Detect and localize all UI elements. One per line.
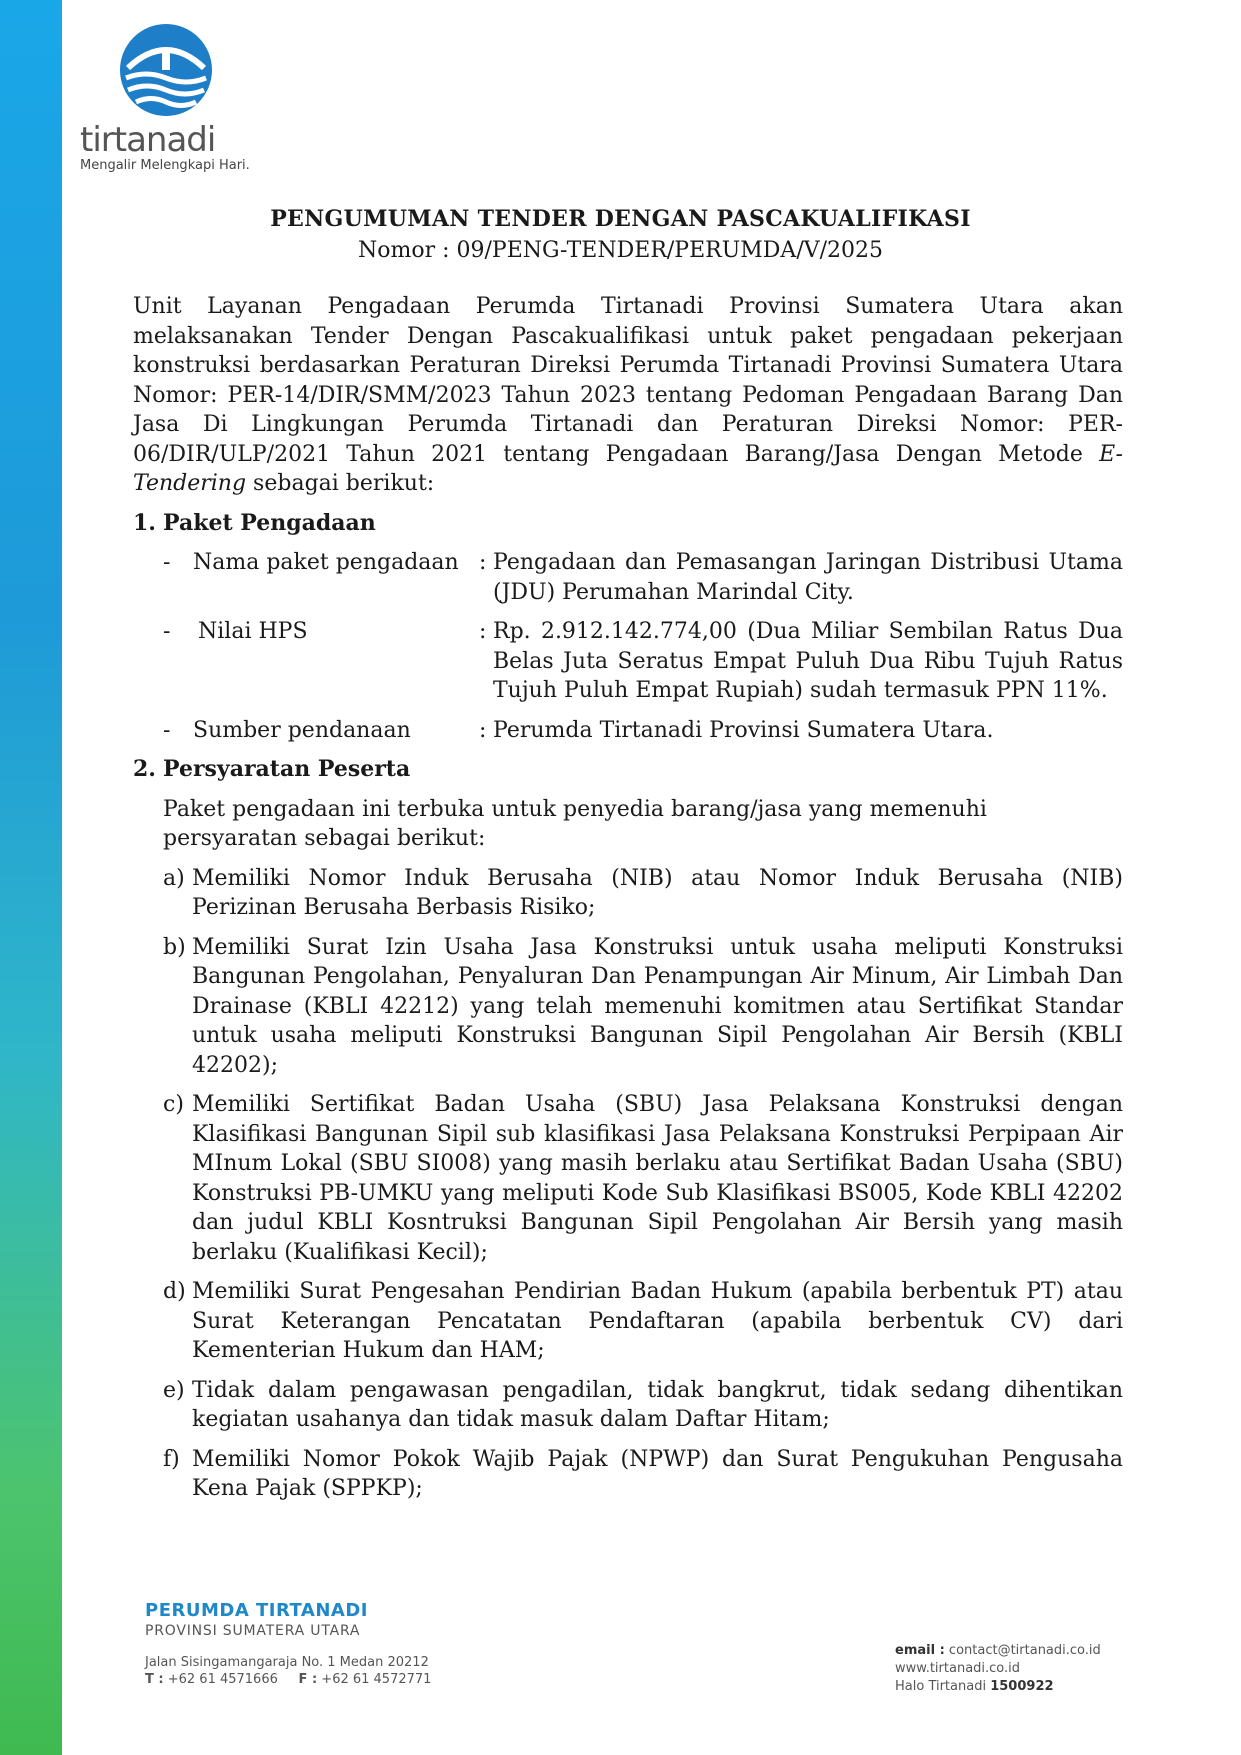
row-dash: -	[163, 550, 171, 575]
requirement-item	[163, 1277, 1123, 1366]
footer-contact	[895, 1642, 1101, 1696]
requirements-intro: Paket pengadaan ini terbuka untuk penyedia barang/jasa yang memenuhi persyaratan sebagai berikut:	[163, 796, 987, 851]
fax-label: F :	[298, 1672, 318, 1687]
item-text: Memiliki Nomor Induk Berusaha (NIB) atau Nomor Induk Berusaha (NIB) Perizinan Berusaha Berbasis Risiko;	[192, 865, 1123, 920]
item-marker: a)	[163, 865, 185, 891]
row-value: Pengadaan dan Pemasangan Jaringan Distribusi Utama (JDU) Perumahan Marindal City.	[493, 550, 1123, 605]
row-dash: -	[163, 717, 171, 743]
intro-paragraph	[133, 292, 1123, 499]
requirement-item	[163, 1376, 1123, 1435]
footer-org-name: PERUMDA TIRTANADI	[145, 1600, 368, 1621]
detail-row-hps	[163, 617, 1123, 706]
footer-address: Jalan Sisingamangaraja No. 1 Medan 20212	[145, 1655, 429, 1670]
letterhead-footer	[145, 1600, 1175, 1694]
detail-row-funding	[163, 716, 1123, 746]
section-title: Persyaratan Peserta	[163, 756, 411, 782]
hotline-number: 1500922	[990, 1679, 1054, 1694]
footer-province: PROVINSI SUMATERA UTARA	[145, 1623, 361, 1639]
item-marker: e)	[163, 1377, 185, 1403]
footer-website[interactable]: www.tirtanadi.co.id	[895, 1661, 1021, 1676]
section-number: 2.	[133, 756, 156, 782]
intro-text-end: sebagai berikut:	[246, 471, 435, 496]
tirtanadi-emblem-icon	[118, 22, 214, 118]
requirement-item	[163, 1090, 1123, 1267]
requirement-item	[163, 864, 1123, 923]
footer-email-line	[895, 1642, 1101, 1660]
item-marker: f)	[163, 1446, 180, 1472]
row-label: Sumber pendanaan	[193, 717, 411, 743]
document-body	[133, 292, 1123, 1514]
item-text: Memiliki Nomor Pokok Wajib Pajak (NPWP) dan Surat Pengukuhan Pengusaha Kena Pajak (SPPKP);	[192, 1446, 1123, 1501]
item-text: Memiliki Surat Pengesahan Pendirian Badan Hukum (apabila berbentuk PT) atau Surat Keterangan Pencatatan Pendaftaran (apabila berbentuk CV) dari Kementerian Hukum dan HAM;	[192, 1279, 1123, 1363]
item-text: Memiliki Sertifikat Badan Usaha (SBU) Jasa Pelaksana Konstruksi dengan Klasifikasi Bangunan Sipil sub klasifikasi Jasa Pelaksana Konstruksi Perpipaan Air MInum Lokal (SBU SI008) yang masih berlaku atau Sertifikat Badan Usaha (SBU) Konstruksi PB-UMKU yang meliputi Kode Sub Klasifikasi BS005, Kode KBLI 42202 dan judul KBLI Kosntruksi Bangunan Sipil Pengolahan Air Bersih yang masih berlaku (Kualifikasi Kecil);	[192, 1092, 1123, 1265]
email-address[interactable]: contact@tirtanadi.co.id	[948, 1643, 1101, 1658]
hotline-label: Halo Tirtanadi	[895, 1679, 987, 1694]
intro-emphasis: E-Tendering	[133, 441, 1123, 496]
row-label: Nama paket pengadaan	[193, 550, 459, 575]
row-dash: -	[163, 619, 171, 644]
phone-number: +62 61 4571666	[167, 1672, 278, 1687]
footer-hotline-line	[895, 1678, 1101, 1696]
logo-tagline: Mengalir Melengkapi Hari.	[80, 158, 250, 173]
detail-row-package-name	[163, 548, 1123, 607]
section-title: Paket Pengadaan	[163, 509, 376, 536]
side-color-stripe	[0, 0, 62, 1755]
row-colon: :	[479, 717, 487, 743]
email-label: email :	[895, 1643, 945, 1658]
requirement-item	[163, 1445, 1123, 1504]
row-value: Rp. 2.912.142.774,00 (Dua Miliar Sembilan Ratus Dua Belas Juta Seratus Empat Puluh Dua Ribu Tujuh Ratus Tujuh Puluh Empat Rupiah) sudah termasuk PPN 11%.	[493, 619, 1123, 703]
item-marker: b)	[163, 934, 186, 960]
section-heading-1	[133, 509, 1123, 539]
item-marker: c)	[163, 1092, 184, 1117]
row-colon: :	[479, 550, 487, 575]
item-text: Tidak dalam pengawasan pengadilan, tidak bangkrut, tidak sedang dihentikan kegiatan usahanya dan tidak masuk dalam Daftar Hitam;	[192, 1377, 1123, 1432]
announcement-number: Nomor : 09/PENG-TENDER/PERUMDA/V/2025	[357, 238, 884, 263]
item-text: Memiliki Surat Izin Usaha Jasa Konstruksi untuk usaha meliputi Konstruksi Bangunan Pengolahan, Penyaluran Dan Penampungan Air Minum, Air Limbah Dan Drainase (KBLI 42212) yang telah memenuhi komitmen atau Sertifikat Standar untuk usaha meliputi Konstruksi Bangunan Sipil Pengolahan Air Bersih (KBLI 42202);	[192, 934, 1123, 1078]
row-value: Perumda Tirtanadi Provinsi Sumatera Utara.	[493, 717, 994, 743]
requirement-item	[163, 933, 1123, 1081]
item-marker: d)	[163, 1279, 186, 1304]
announcement-title: PENGUMUMAN TENDER DENGAN PASCAKUALIFIKASI	[270, 206, 971, 232]
fax-number: +62 61 4572771	[321, 1672, 432, 1687]
logo-name: tirtanadi	[80, 120, 216, 160]
company-logo	[80, 22, 260, 173]
intro-text: Unit Layanan Pengadaan Perumda Tirtanadi Provinsi Sumatera Utara akan melaksanakan Tender Dengan Pascakualifikasi untuk paket pengadaan pekerjaan konstruksi berdasarkan Peraturan Direksi Perumda Tirtanadi Provinsi Sumatera Utara Nomor: PER-14/DIR/SMM/2023 Tahun 2023 tentang Pedoman Pengadaan Barang Dan Jasa Di Lingkungan Perumda Tirtanadi dan Peraturan Direksi Nomor: PER-06/DIR/ULP/2021 Tahun 2021 tentang Pengadaan Barang/Jasa Dengan Metode	[133, 294, 1123, 467]
section-number: 1.	[133, 509, 156, 536]
section-heading-2	[133, 755, 1123, 785]
row-colon: :	[479, 619, 487, 644]
phone-label: T :	[145, 1672, 164, 1687]
row-label: Nilai HPS	[198, 619, 308, 644]
